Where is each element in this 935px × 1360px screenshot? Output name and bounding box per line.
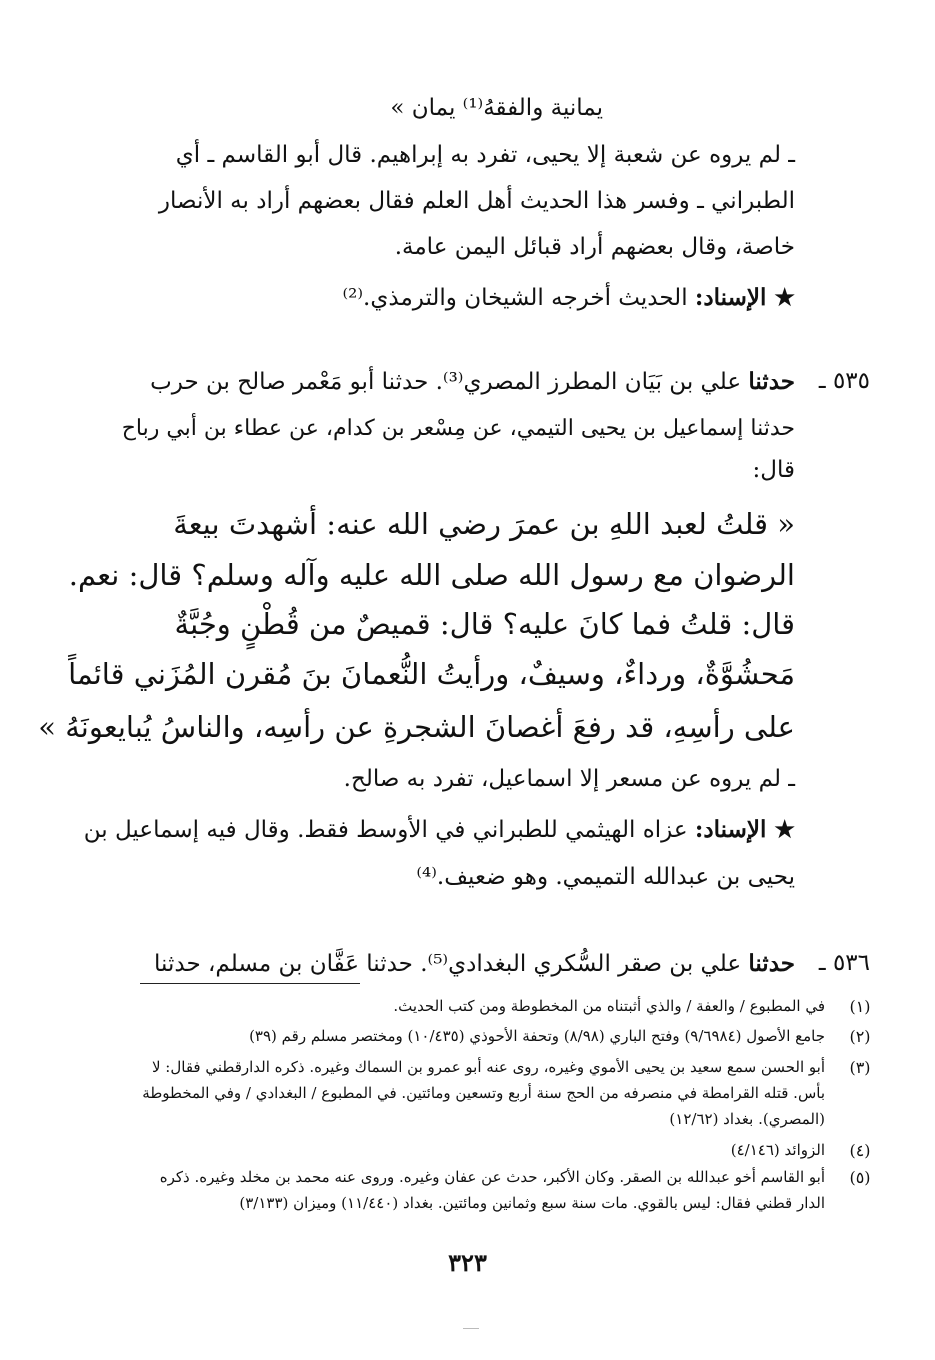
footnote-number: (٤) <box>849 1141 871 1160</box>
isnad-label: ★ الإسناد: <box>694 284 795 311</box>
text-line: يمانية والفقهُ⁽¹⁾ يمان » <box>390 95 603 121</box>
hadith-number: ٥٣٥ ـ <box>818 368 870 394</box>
isnad-text: عزاه الهيثمي للطبراني في الأوسط فقط. وقال فيه إسماعيل بن <box>83 817 688 843</box>
text-line: علي بن صقر السُّكري البغدادي⁽⁵⁾. حدثنا عَفَّان بن مسلم، حدثنا <box>154 951 742 977</box>
page-number: ٣٢٣ <box>448 1248 487 1277</box>
footnote-number: (٢) <box>849 1027 871 1046</box>
isnad-note <box>343 286 795 310</box>
text-line: علي بن بَيَان المطرز المصري⁽³⁾. حدثنا أبو مَعْمر صالح بن حرب <box>150 369 742 395</box>
footnote-number: (١) <box>849 997 871 1016</box>
matn-line: قال: قلتُ فما كانَ عليه؟ قال: قميصٌ من قُطْنٍ وجُبَّةٌ <box>174 607 795 641</box>
text-line: خاصة، وقال بعضهم أراد قبائل اليمن عامة. <box>394 234 795 260</box>
footnote-text: أبو الحسن سمع سعيد بن يحيى الأموي وغيره، روى عنه أبو عمرو بن السماك وغيره. ذكره الدارقطني فقال: لا <box>151 1058 825 1076</box>
isnad-text: الحديث أخرجه الشيخان والترمذي.⁽²⁾ <box>342 285 688 311</box>
hadith-opening-line <box>154 952 795 976</box>
text-line: ـ لم يروه عن مسعر إلا اسماعيل، تفرد به صالح. <box>343 766 795 792</box>
matn-line: الرضوان مع رسول الله صلى الله عليه وآله وسلم؟ قال: نعم. <box>68 558 795 592</box>
footnote <box>65 1027 871 1046</box>
footnote-text: أبو القاسم أخو عبدالله بن الصقر. وكان الأكبر، حدث عن عفان وغيره. وروى عنه محمد بن مخلد وغيره. ذكره <box>159 1168 825 1186</box>
footnote-text: بأس. قتله القرامطة في منصرفه من الحج سنة أربع وتسعين ومائتين. في المطبوع / البغدادي / وفي المخطوطة <box>142 1084 825 1102</box>
footnote <box>65 997 871 1016</box>
matn-line: « قلتُ لعبد اللهِ بن عمرَ رضي الله عنه: أشهدتَ بيعةَ <box>173 507 795 541</box>
footnote-text: جامع الأصول (٩/٦٩٨٤) وفتح الباري (٨/٩٨) وتحفة الأحوذي (١٠/٤٣٥) ومختصر مسلم رقم (٣٩) <box>249 1027 825 1045</box>
matn-line: مَحشُوَّةٌ، ورداءٌ، وسيفٌ، ورأيتُ النُّعمانَ بنَ مُقرن المُزَني قائماً <box>68 657 795 691</box>
isnad-note <box>84 818 795 842</box>
text-line: الطبراني ـ وفسر هذا الحديث أهل العلم فقال بعضهم أراد به الأنصار <box>158 188 795 214</box>
scan-mark <box>463 1328 479 1329</box>
footnote-text: الزوائد (٤/١٤٦) <box>730 1141 825 1159</box>
matn-line: على رأسِهِ، قد رفعَ أغصانَ الشجرةِ عن رأسِه، والناسُ يُبايعونَهُ » <box>38 710 795 744</box>
text-line: يحيى بن عبدالله التميمي. وهو ضعيف.⁽⁴⁾ <box>416 864 795 890</box>
isnad-label: ★ الإسناد: <box>694 816 795 843</box>
footnote-text: (المصري). بغداد (١٢/٦٢) <box>669 1110 825 1128</box>
hadith-opening-word: حدثنا <box>748 950 795 977</box>
hadith-opening-line <box>150 370 795 394</box>
text-line: قال: <box>752 457 795 483</box>
footnote <box>65 1141 871 1160</box>
hadith-number: ٥٣٦ ـ <box>818 950 870 976</box>
hadith-opening-word: حدثنا <box>748 368 795 395</box>
footnote-text: في المطبوع / والعفة / والذي أثبتناه من المخطوطة ومن كتب الحديث. <box>393 997 825 1015</box>
footnote <box>65 1168 871 1212</box>
footnote-number: (٥) <box>849 1168 871 1187</box>
footnote <box>65 1058 871 1128</box>
footnote-separator <box>140 983 360 984</box>
footnote-number: (٣) <box>849 1058 871 1077</box>
text-line: حدثنا إسماعيل بن يحيى التيمي، عن مِسْعر بن كدام، عن عطاء بن أبي رباح <box>121 416 795 441</box>
footnote-text: الدار قطني فقال: ليس بالقوي. مات سنة سبع وثمانين ومائتين. بغداد (١١/٤٤٠) وميزان (٣/١٣٣) <box>239 1194 825 1212</box>
text-line: ـ لم يروه عن شعبة إلا يحيى، تفرد به إبراهيم. قال أبو القاسم ـ أي <box>175 142 795 168</box>
